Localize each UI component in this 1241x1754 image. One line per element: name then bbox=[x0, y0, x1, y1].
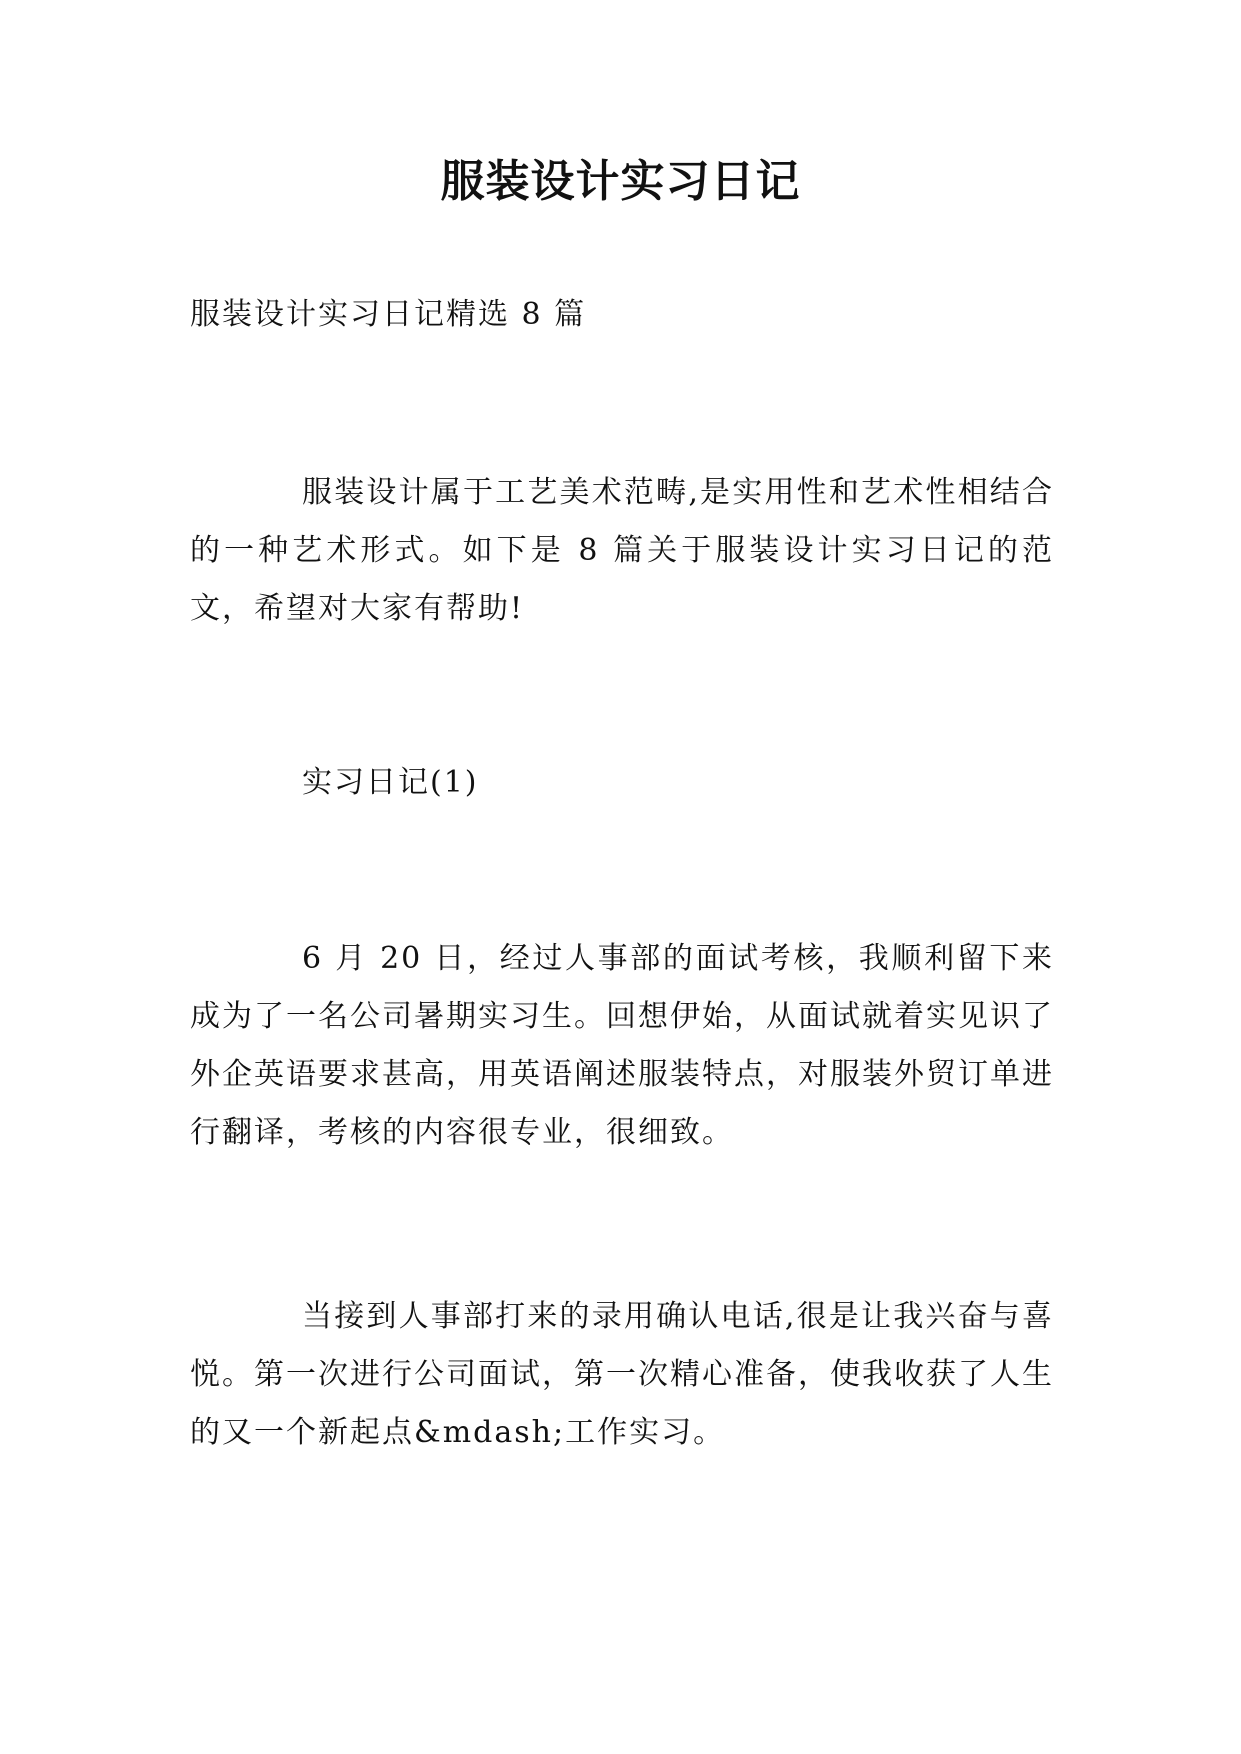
body-paragraph: 6 月 20 日，经过人事部的面试考核，我顺利留下来成为了一名公司暑期实习生。回想伊始，从面试就着实见识了外企英语要求甚高，用英语阐述服装特点，对服装外贸订单进行翻译，考核的内容很专业，很细致。 bbox=[190, 941, 1054, 1150]
intro-paragraph: 服装设计属于工艺美术范畴,是实用性和艺术性相结合的一种艺术形式。如下是 8 篇关于服装设计实习日记的范文，希望对大家有帮助! bbox=[190, 475, 1054, 626]
document-subtitle: 服装设计实习日记精选 8 篇 bbox=[190, 297, 587, 332]
body-paragraph: 当接到人事部打来的录用确认电话,很是让我兴奋与喜悦。第一次进行公司面试，第一次精心准备，使我收获了人生的又一个新起点&mdash;工作实习。 bbox=[190, 1299, 1054, 1450]
section-heading: 实习日记(1) bbox=[302, 765, 479, 800]
document-title: 服装设计实习日记 bbox=[440, 156, 801, 207]
